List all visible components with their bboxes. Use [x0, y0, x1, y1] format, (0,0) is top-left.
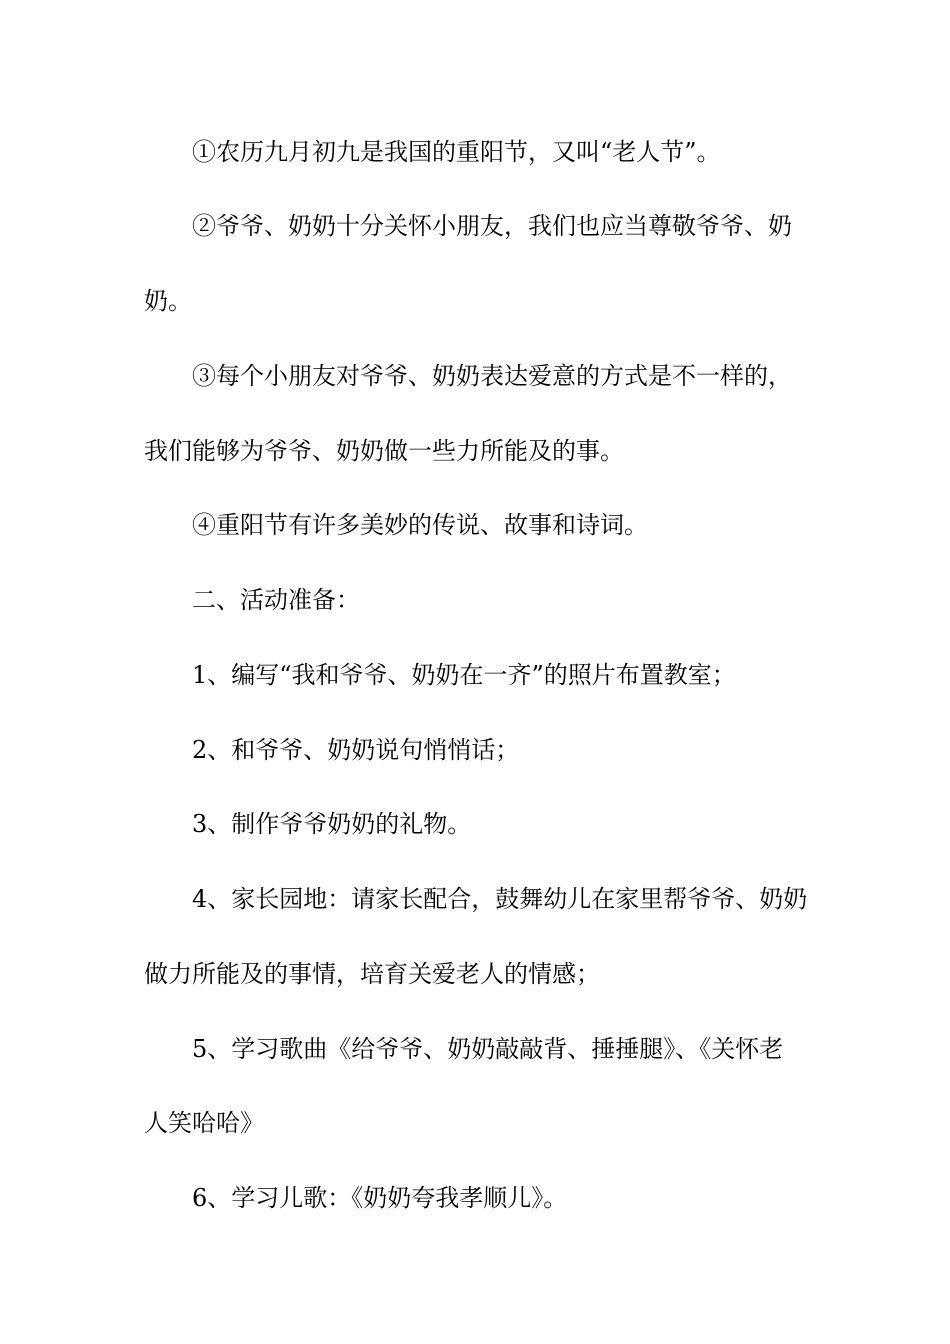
- section-heading-preparation: 二、活动准备：: [192, 586, 360, 614]
- paragraph-line-4: ③每个小朋友对爷爷、奶奶表达爱意的方式是不一样的，: [192, 362, 792, 390]
- paragraph-line-1: ①农历九月初九是我国的重阳节，又叫“老人节”。: [192, 138, 721, 166]
- paragraph-line-2: ②爷爷、奶奶十分关怀小朋友，我们也应当尊敬爷爷、奶: [192, 212, 792, 240]
- paragraph-line-5: 我们能够为爷爷、奶奶做一些力所能及的事。: [144, 437, 624, 465]
- list-item-4: 4、家长园地：请家长配合，鼓舞幼儿在家里帮爷爷、奶奶: [192, 885, 808, 913]
- list-item-5-continued: 人笑哈哈》: [144, 1109, 264, 1137]
- list-item-6: 6、学习儿歌：《奶奶夸我孝顺儿》。: [192, 1184, 568, 1212]
- paragraph-line-6: ④重阳节有许多美妙的传说、故事和诗词。: [192, 511, 648, 539]
- paragraph-line-3: 奶。: [144, 287, 192, 315]
- list-item-1: 1、编写“我和爷爷、奶奶在一齐”的照片布置教室；: [192, 661, 736, 689]
- list-item-2: 2、和爷爷、奶奶说句悄悄话；: [192, 736, 520, 764]
- list-item-3: 3、制作爷爷奶奶的礼物。: [192, 810, 472, 838]
- list-item-4-continued: 做力所能及的事情，培育关爱老人的情感；: [144, 960, 600, 988]
- list-item-5: 5、学习歌曲《给爷爷、奶奶敲敲背、捶捶腿》、《关怀老: [192, 1035, 784, 1063]
